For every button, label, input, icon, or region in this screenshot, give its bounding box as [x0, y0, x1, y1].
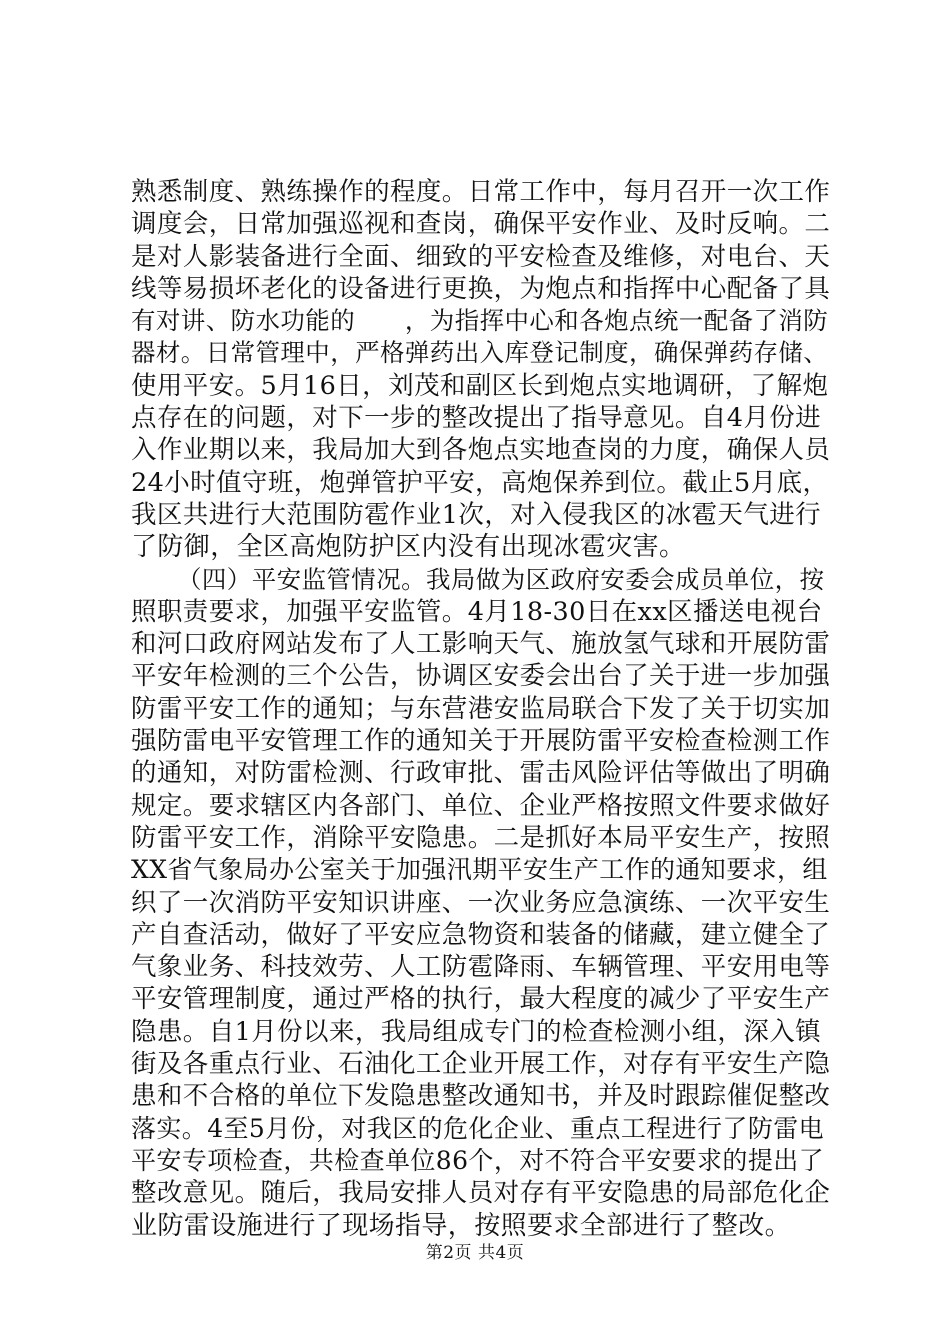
text-line: 点存在的问题，对下一步的整改提出了指导意见。自4月份进 [131, 403, 822, 434]
text-line: 入作业期以来，我局加大到各炮点实地查岗的力度，确保人员 [131, 435, 831, 466]
text-line: 和河口政府网站发布了人工影响天气、施放氢气球和开展防雷 [131, 629, 831, 660]
text-line: 24小时值守班，炮弹管护平安，高炮保养到位。截止5月底， [131, 467, 829, 498]
text-line: 隐患。自1月份以来，我局组成专门的检查检测小组，深入镇 [131, 1016, 822, 1047]
text-line: 街及各重点行业、石油化工企业开展工作，对存有平安生产隐 [131, 1049, 831, 1080]
text-line: 整改意见。随后，我局安排人员对存有平安隐患的局部危化企 [131, 1178, 831, 1209]
text-line: 了防御，全区高炮防护区内没有出现冰雹灾害。 [131, 532, 686, 563]
text-line: 防雷平安工作的通知；与东营港安监局联合下发了关于切实加 [131, 693, 831, 724]
text-line: 使用平安。5月16日，刘茂和副区长到炮点实地调研，了解炮 [131, 370, 829, 401]
text-line: 是对人影装备进行全面、细致的平安检查及维修，对电台、天 [131, 241, 831, 272]
text-line: 调度会，日常加强巡视和查岗，确保平安作业、及时反响。二 [131, 209, 831, 240]
text-line: 平安年检测的三个公告，协调区安委会出台了关于进一步加强 [131, 661, 831, 692]
text-line: 有对讲、防水功能的 ，为指挥中心和各炮点统一配备了消防 [131, 306, 829, 336]
text-line: 落实。4至5月份，对我区的危化企业、重点工程进行了防雷电 [131, 1113, 825, 1143]
text-line: 熟悉制度、熟练操作的程度。日常工作中，每月召开一次工作 [131, 177, 831, 207]
text-line: 业防雷设施进行了现场指导，按照要求全部进行了整改。 [131, 1210, 792, 1241]
text-line: 的通知，对防雷检测、行政审批、雷击风险评估等做出了明确 [131, 758, 831, 789]
text-line: 平安专项检查，共检查单位86个，对不符合平安要求的提出了 [131, 1145, 825, 1175]
text-line: 织了一次消防平安知识讲座、一次业务应急演练、一次平安生 [131, 887, 831, 918]
text-line: 照职责要求，加强平安监管。4月18-30日在xx区播送电视台 [131, 596, 823, 627]
text-line: 患和不合格的单位下发隐患整改通知书，并及时跟踪催促整改 [131, 1081, 831, 1112]
text-line: 强防雷电平安管理工作的通知关于开展防雷平安检查检测工作 [131, 726, 831, 757]
text-line: 器材。日常管理中，严格弹药出入库登记制度，确保弹药存储、 [131, 338, 829, 368]
text-line: 规定。要求辖区内各部门、单位、企业严格按照文件要求做好 [131, 790, 831, 821]
paragraph-start-line: （四）平安监管情况。我局做为区政府安委会成员单位，按 [177, 564, 825, 594]
text-line: 线等易损坏老化的设备进行更换，为炮点和指挥中心配备了具 [131, 273, 831, 304]
page-number-footer: 第2页 共4页 [425, 1243, 525, 1263]
text-line: 产自查活动，做好了平安应急物资和装备的储藏，建立健全了 [131, 919, 831, 950]
text-line: XX省气象局办公室关于加强汛期平安生产工作的通知要求，组 [131, 855, 828, 885]
text-line: 我区共进行大范围防雹作业1次，对入侵我区的冰雹天气进行 [131, 499, 822, 530]
body-text [131, 176, 831, 1242]
text-line: 防雷平安工作，消除平安隐患。二是抓好本局平安生产，按照 [131, 822, 831, 853]
text-line: 气象业务、科技效劳、人工防雹降雨、车辆管理、平安用电等 [131, 952, 831, 983]
text-line: 平安管理制度，通过严格的执行，最大程度的减少了平安生产 [131, 984, 831, 1015]
